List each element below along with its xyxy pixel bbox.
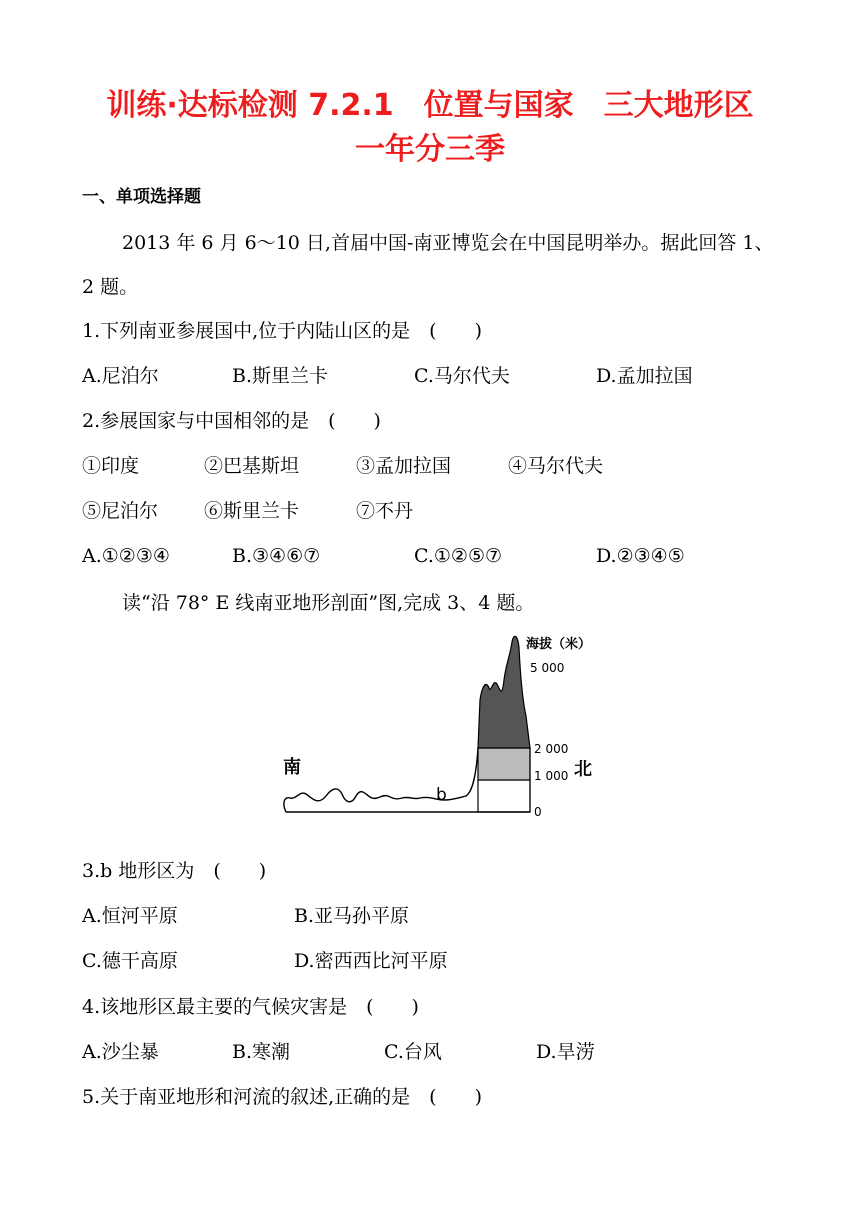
q1-option-d[interactable]: D.孟加拉国 (596, 365, 693, 387)
q2-item-5: ⑤尼泊尔 (82, 500, 159, 522)
q2-item-7: ⑦不丹 (356, 500, 414, 522)
q1-option-c[interactable]: C.马尔代夫 (414, 365, 510, 387)
q3-option-c[interactable]: C.德干高原 (82, 950, 178, 972)
north-label: 北 (574, 759, 592, 780)
tick-2000: 2 000 (534, 742, 569, 756)
question-3-stem: 3.b 地形区为 ( ) (82, 860, 267, 882)
q1-option-a[interactable]: A.尼泊尔 (82, 365, 159, 387)
y-axis-label: 海拔（米） (526, 637, 592, 652)
q4-option-d[interactable]: D.旱涝 (536, 1041, 595, 1063)
question-2-stem: 2.参展国家与中国相邻的是 ( ) (82, 410, 381, 432)
question-1-stem: 1.下列南亚参展国中,位于内陆山区的是 ( ) (82, 320, 482, 342)
q2-item-2: ②巴基斯坦 (204, 455, 300, 477)
region-b-label: b (436, 785, 447, 805)
q2-option-a[interactable]: A.①②③④ (82, 545, 170, 567)
q3-option-d[interactable]: D.密西西比河平原 (294, 950, 448, 972)
page-title-line2: 一年分三季 (355, 132, 505, 167)
tick-5000: 5 000 (530, 661, 565, 675)
q2-item-6: ⑥斯里兰卡 (204, 500, 300, 522)
south-label: 南 (283, 757, 301, 778)
q4-option-a[interactable]: A.沙尘暴 (82, 1041, 159, 1063)
himalaya-mountain (478, 636, 530, 748)
band-1000-2000 (478, 748, 530, 780)
q2-option-b[interactable]: B.③④⑥⑦ (232, 545, 321, 567)
terrain-surface (284, 748, 478, 812)
intro-text-cont: 2 题。 (82, 276, 139, 298)
q3-option-b[interactable]: B.亚马孙平原 (294, 905, 410, 927)
q3-option-a[interactable]: A.恒河平原 (82, 905, 178, 927)
figure-intro: 读“沿 78° E 线南亚地形剖面”图,完成 3、4 题。 (122, 592, 535, 614)
band-0-1000 (478, 780, 530, 812)
q2-option-c[interactable]: C.①②⑤⑦ (414, 545, 503, 567)
q1-option-b[interactable]: B.斯里兰卡 (232, 365, 329, 387)
section-heading: 一、单项选择题 (82, 187, 201, 207)
tick-0: 0 (534, 805, 542, 819)
q4-option-c[interactable]: C.台风 (384, 1041, 442, 1063)
q2-item-4: ④马尔代夫 (508, 455, 604, 477)
q2-item-3: ③孟加拉国 (356, 455, 452, 477)
q4-option-b[interactable]: B.寒潮 (232, 1041, 291, 1063)
terrain-profile-figure (0, 628, 860, 828)
question-4-stem: 4.该地形区最主要的气候灾害是 ( ) (82, 996, 419, 1018)
q2-option-d[interactable]: D.②③④⑤ (596, 545, 685, 567)
q2-item-1: ①印度 (82, 455, 140, 477)
tick-1000: 1 000 (534, 769, 569, 783)
page-title: 训练·达标检测 7.2.1 位置与国家 三大地形区 (106, 88, 754, 123)
intro-text: 2013 年 6 月 6～10 日,首届中国-南亚博览会在中国昆明举办。据此回答 1、 (122, 232, 774, 254)
question-5-stem: 5.关于南亚地形和河流的叙述,正确的是 ( ) (82, 1086, 482, 1108)
